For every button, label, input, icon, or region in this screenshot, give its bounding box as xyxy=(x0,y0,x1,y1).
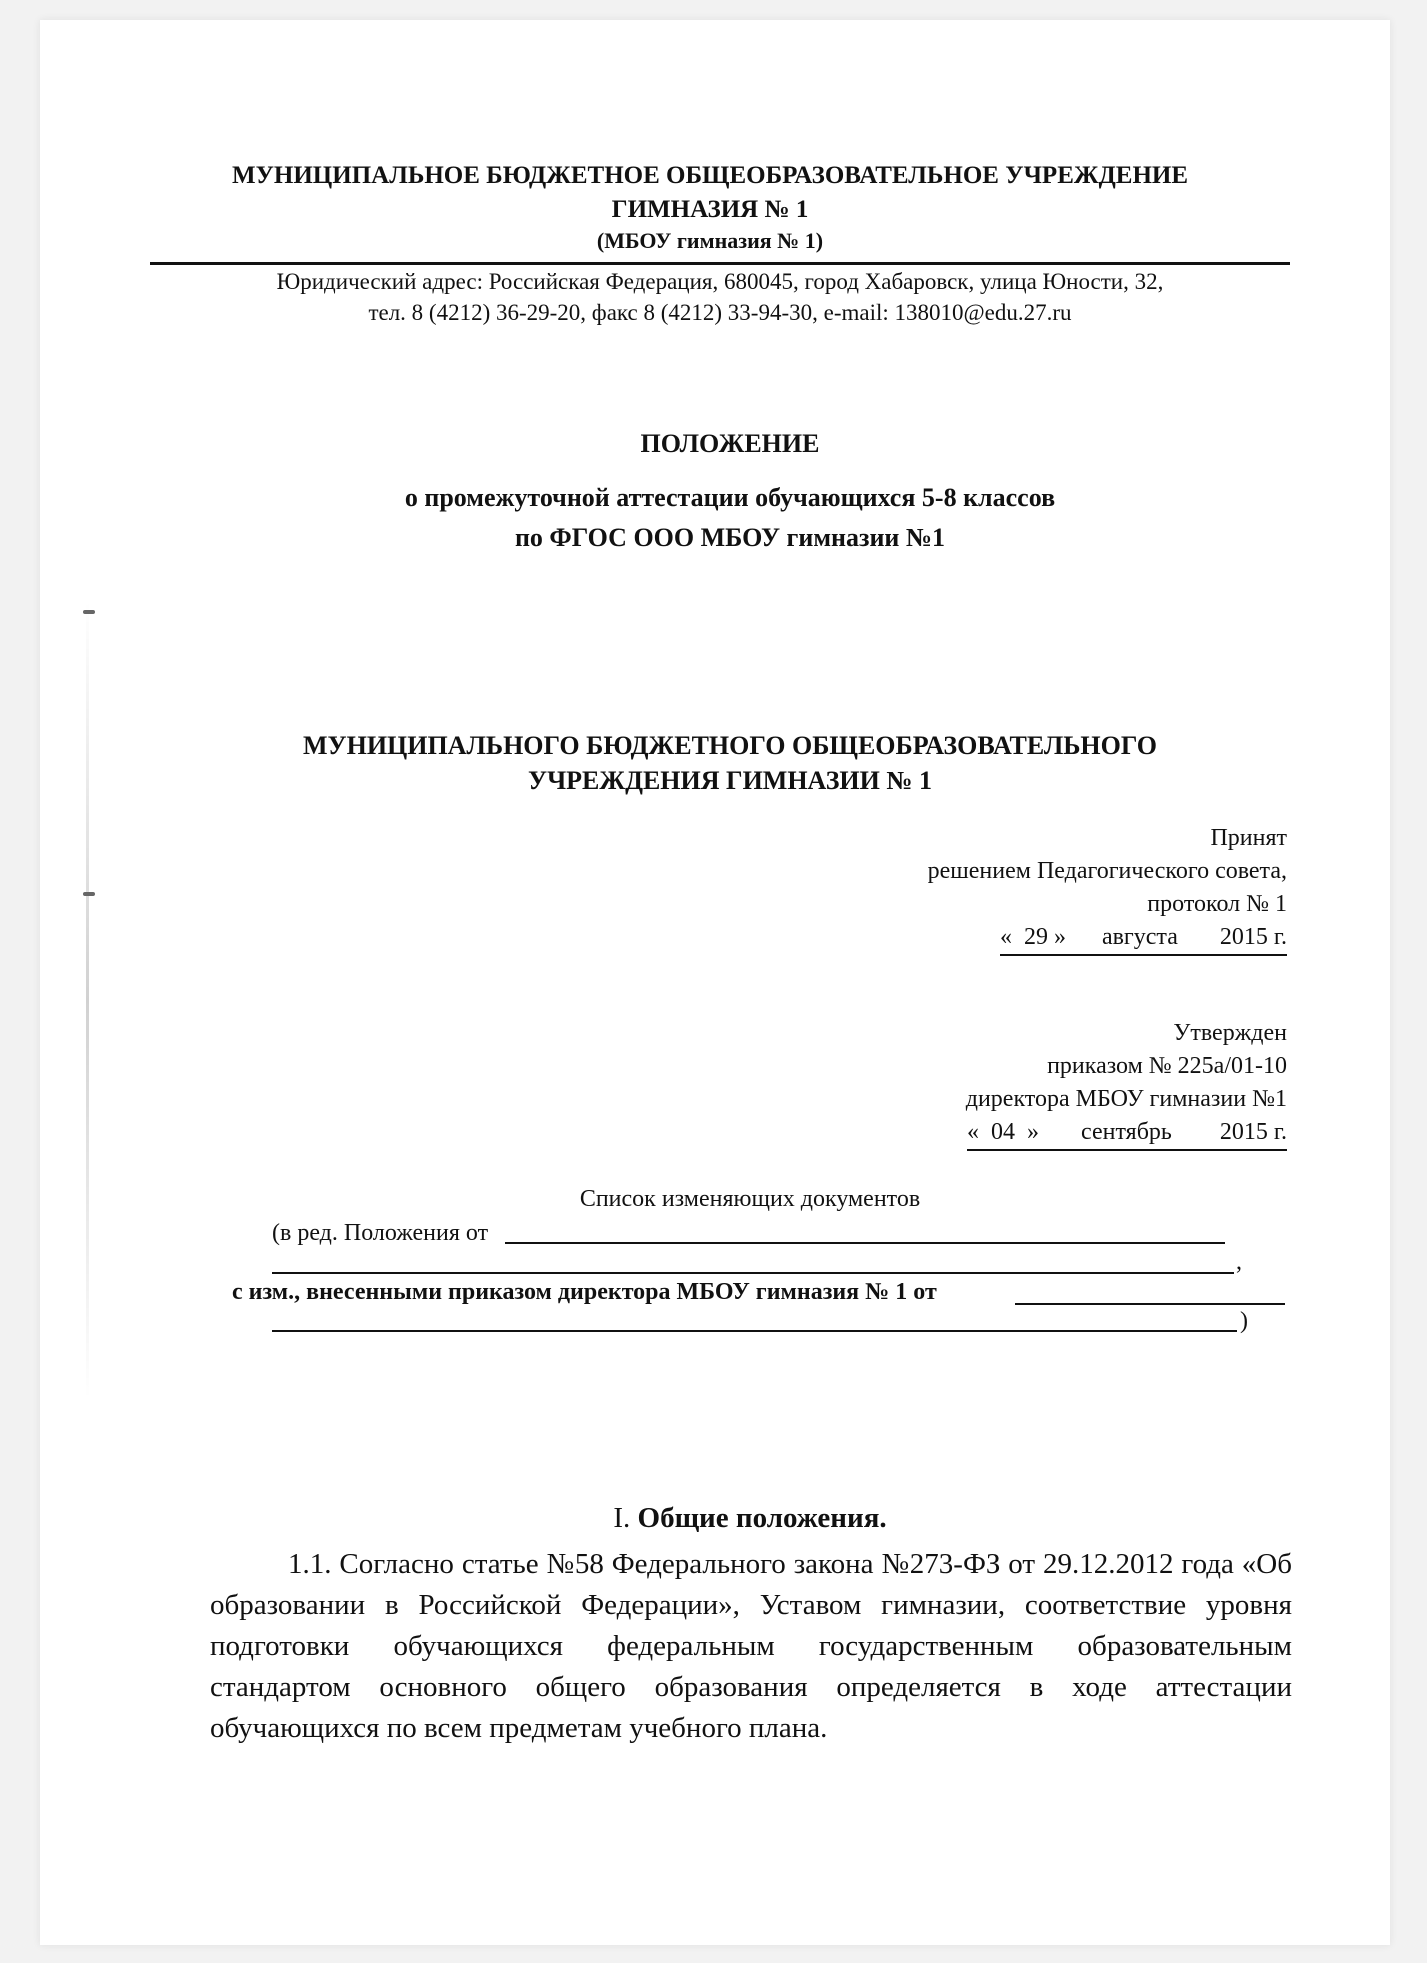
org-genitive-line1: МУНИЦИПАЛЬНОГО БЮДЖЕТНОГО ОБЩЕОБРАЗОВАТЕЛЬНОГО xyxy=(302,731,1157,760)
org-short-name: (МБОУ гимназия № 1) xyxy=(596,228,824,253)
changes-title: Список изменяющих документов xyxy=(579,1186,921,1212)
approved-date-text: « 04 » сентябрь 2015 г. xyxy=(967,1116,1287,1151)
approved-by: директора МБОУ гимназии №1 xyxy=(965,1086,1287,1112)
document-subject-line2: по ФГОС ООО МБОУ гимназии №1 xyxy=(514,523,946,552)
staple-mark xyxy=(83,892,95,896)
section-heading xyxy=(200,1500,1300,1536)
adopted-protocol: протокол № 1 xyxy=(1147,891,1287,917)
section-title: Общие положения. xyxy=(637,1502,887,1534)
edition-prefix: (в ред. Положения от xyxy=(272,1220,489,1246)
amendments-close-paren: ) xyxy=(1240,1308,1248,1334)
edition-blank-line xyxy=(505,1242,1225,1244)
legal-address: Юридический адрес: Российская Федерация, 680045, город Хабаровск, улица Юности, 32, xyxy=(276,269,1164,294)
adopted-date xyxy=(1000,921,1287,956)
adopted-by: решением Педагогического совета, xyxy=(927,858,1287,884)
scan-binding-shadow xyxy=(86,600,89,1400)
org-genitive-line2: УЧРЕЖДЕНИЯ ГИМНАЗИИ № 1 xyxy=(527,766,932,795)
staple-mark xyxy=(83,610,95,614)
section-paragraph: 1.1. Согласно статье №58 Федерального закона №273-ФЗ от 29.12.2012 года «Об образовании в Российской Федерации», Уставом гимназии, соответствие уровня подготовки обучающихся федеральным государственным образовательным стандартом основного общего образования определяется в ходе аттестации обучающихся по всем предметам учебного плана. xyxy=(210,1548,1292,1744)
edition-blank-line-2 xyxy=(272,1272,1234,1274)
approved-date xyxy=(967,1116,1287,1151)
section-number: I. xyxy=(613,1502,638,1534)
approved-label: Утвержден xyxy=(1173,1020,1287,1046)
amendments-prefix: с изм., внесенными приказом директора МБОУ гимназия № 1 от xyxy=(232,1279,937,1305)
org-name-line2: ГИМНАЗИЯ № 1 xyxy=(611,196,809,223)
adopted-date-text: « 29 » августа 2015 г. xyxy=(1000,921,1287,956)
approved-order: приказом № 225а/01-10 xyxy=(1047,1053,1287,1079)
document-type: ПОЛОЖЕНИЕ xyxy=(640,429,820,458)
amendments-blank-line xyxy=(1015,1303,1285,1305)
document-subject-line1: о промежуточной аттестации обучающихся 5-8 классов xyxy=(404,483,1056,512)
edition-comma: , xyxy=(1236,1249,1242,1275)
adopted-label: Принят xyxy=(1210,825,1287,851)
contact-info: тел. 8 (4212) 36-29-20, факс 8 (4212) 33-94-30, e-mail: 138010@edu.27.ru xyxy=(368,300,1072,325)
amendments-blank-line-2 xyxy=(272,1330,1237,1332)
org-name-line1: МУНИЦИПАЛЬНОЕ БЮДЖЕТНОЕ ОБЩЕОБРАЗОВАТЕЛЬНОЕ УЧРЕЖДЕНИЕ xyxy=(231,162,1189,189)
